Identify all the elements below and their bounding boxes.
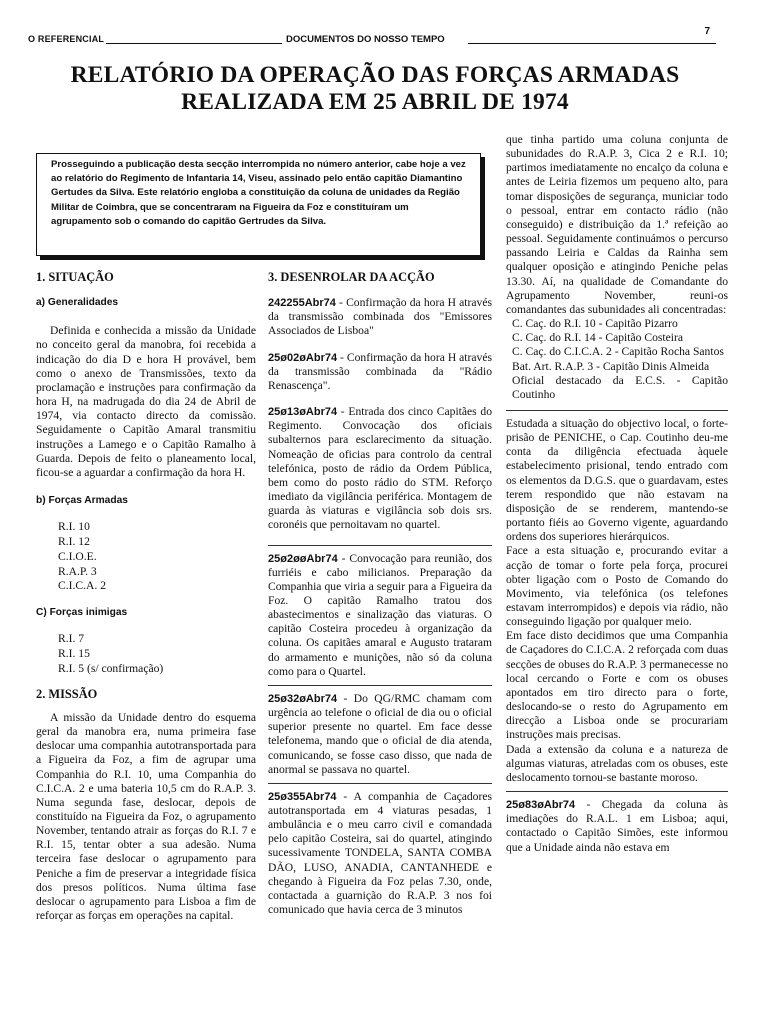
log-entry	[268, 692, 492, 777]
log-timestamp: 25ø355Abr74	[268, 790, 337, 803]
list-item: R.I. 7	[58, 632, 85, 646]
log-entry	[268, 552, 492, 679]
forcas-armadas-list	[36, 520, 256, 594]
log-timestamp: 25ø13øAbr74	[268, 406, 338, 419]
list-item: C.I.C.A. 2	[58, 579, 106, 593]
article-title	[40, 62, 710, 116]
column-2	[268, 270, 492, 917]
paragraph-generalidades: Definida e conhecida a missão da Unidade no conceito geral da manobra, foi recebida a indicação do dia D e hora H provável, bem como o anexo de Transmissões, texto da proclamação e instruções para confirmação da hora H, na madrugada do dia 24 de Abril de 1974, via contacto directo da comissão. Seguidamente o Capitão Amaral transmitiu instruções a Lamego e o Capitão Ramalho à Guarda. Depois de feito o planeamento local, ficou-se a aguardar a confirmação da hora H.	[36, 324, 256, 479]
forcas-inimigas-list	[36, 632, 256, 676]
title-line-1: RELATÓRIO DA OPERAÇÃO DAS FORÇAS ARMADAS	[70, 62, 680, 88]
paragraph-ligacao: Face a esta situação e, procurando evitar a acção de tomar o forte pela força, procurei obter ligação com o Posto de Comando do Movimento, via telefónica (os telefones estavam interrompidos) e depois via rádio, não conseguindo ligação por qualquer meio.	[506, 544, 728, 629]
subsection-title-forcas-inimigas: C) Forças inimigas	[36, 607, 128, 619]
log-text: - A companhia de Caçadores autotransportada em 4 viaturas pesadas, 1 ambulância e o meu carro civil e comandada pelo capitão Costeira, sai do quartel, atingindo sucessivamente TONDELA, SANTA COMBA DÃO, LUSO, ANADIA, CANTANHEDE e chegando à Figueira da Foz pelas 7.30, onde, contactada a guarnição do R.A.P. 3 nos foi comunicado que havia cerca de 3 minutos	[268, 789, 492, 917]
header-rule-left	[106, 43, 282, 44]
paragraph-peniche: Estudada a situação do objectivo local, o forte-prisão de PENICHE, o Cap. Coutinho deu-me conta da diligência efectuada àquele estabelecimento prisional, tendo entrado com os elementos da D.G.S. que o guardavam, estes terem respondido que não estavam na disposição de se renderem, mantendo-se portanto fiéis ao Governo vigente, aguardando ordens dos superiores hierárquicos.	[506, 416, 728, 544]
intro-box: Prosseguindo a publicação desta secção interrompida no número anterior, cabe hoje a vez ao relatório do Regimento de Infantaria 14, Viseu, assinado pelo então capitão Diamantino Gertudes da Silva. Este relatório engloba a constituição da coluna de unidades da Região Militar de Coimbra, que se concentraram na Figueira da Foz e constituíram um agrupamento sob o comando do capitão Gertrudes da Silva.	[36, 153, 481, 256]
section-title-missao: 2. MISSÃO	[36, 686, 98, 701]
publication-name: O REFERENCIAL	[28, 34, 105, 44]
section-title-situacao: 1. SITUAÇÃO	[36, 270, 114, 284]
commanders-list	[506, 317, 728, 402]
log-entry	[268, 296, 492, 338]
list-item: R.I. 15	[58, 647, 90, 661]
list-item: Bat. Art. R.A.P. 3 - Capitão Dinis Almeida	[512, 359, 710, 373]
title-line-2: REALIZADA EM 25 ABRIL DE 1974	[181, 89, 569, 115]
paragraph-deslocamento: Dada a extensão da coluna e a natureza de algumas viaturas, atreladas com os obuses, este deslocamento tornou-se bastante moroso.	[506, 742, 728, 784]
subsection-title-forcas-armadas: b) Forças Armadas	[36, 495, 128, 507]
log-entry	[268, 790, 492, 917]
list-item: R.I. 5 (s/ confirmação)	[58, 661, 164, 675]
list-item: Oficial destacado da E.C.S. - Capitão Coutinho	[512, 373, 728, 401]
log-timestamp: 25ø2øøAbr74	[268, 552, 338, 565]
paragraph-missao: A missão da Unidade dentro do esquema geral da manobra era, numa primeira fase deslocar uma companhia autotransportada para a Figueira da Foz, a fim de agrupar uma Companhia do R.I. 10, uma Companhia do C.I.C.A. 2 e uma bateria 10,5 cm do R.A.P. 3. Numa segunda fase, deslocar, depois de constituído na Figueira da Foz, o agrupamento November, tentando atrair as forças do R.I. 7 e R.I. 15, tentar obter a sua adesão. Numa terceira fase deslocar o agrupamento para Peniche a fim de preservar a integridade física dos presos políticos. Numa última fase deslocar o agrupamento para Lisboa a fim de reforçar as forças em operações na capital.	[36, 710, 256, 923]
log-text: - Entrada dos cinco Capitães do Regimento. Convocação dos oficiais subalternos para esclarecimento da situação. Nomeação de oficias para controlo da central telefónica, posto de rádio da Ordem Pública, bem como do posto rádio do STM. Reforço imediato da vigilância periférica. Montagem de guarda às viaturas e vigilância sob dois srs. coronéis que pernoitavam no quartel.	[268, 405, 492, 532]
log-text: - Do QG/RMC chamam com urgência ao telefone o oficial de dia ou o oficial superior presente no quartel. Em face desse telefonema, mando que o oficial de dia atenda, comunicando, se fosse caso disso, que nada de anormal se passava no quartel.	[268, 691, 492, 776]
section-title-desenrolar: 3. DESENROLAR DA ACÇÃO	[268, 270, 435, 284]
log-text: - Chegada da coluna às imediações do R.A.L. 1 em Lisboa; aqui, contactado o Capitão Simões, este informou que a Unidade ainda não estava em	[506, 798, 728, 854]
page-header	[28, 26, 718, 48]
log-text: - Confirmação da hora H através da transmissão combinada dos "Emissores Associados de Lisboa"	[268, 296, 492, 338]
column-3	[506, 133, 728, 855]
list-item: C. Caç. do R.I. 14 - Capitão Costeira	[512, 331, 683, 345]
section-name: DOCUMENTOS DO NOSSO TEMPO	[286, 34, 445, 45]
log-timestamp: 25ø02øAbr74	[268, 351, 338, 364]
log-entry	[506, 798, 728, 855]
header-rule-right	[468, 43, 716, 44]
subsection-title-generalidades: a) Generalidades	[36, 297, 119, 309]
list-item: C. Caç. do R.I. 10 - Capitão Pizarro	[512, 317, 678, 331]
log-text: - Confirmação da hora H através da transmissão combinada da "Rádio Renascença".	[268, 350, 492, 392]
list-item: C.I.O.E.	[58, 549, 97, 563]
page-number: 7	[704, 26, 710, 37]
list-item: C. Caç. do C.I.C.A. 2 - Capitão Rocha Santos	[512, 345, 724, 359]
paragraph-decisao: Em face disto decidimos que uma Companhia de Caçadores do C.I.C.A. 2 reforçada com duas secções de obuses do R.A.P. 3 permanecesse no local cercando o Forte e com os obuses apontados em tiro directo para o forte, deslocando-se o resto do Agrupamento em direcção a Lisboa onde se procurariam instruções mais precisas.	[506, 629, 728, 742]
paragraph-coluna-conjunta: que tinha partido uma coluna conjunta de subunidades do R.A.P. 3, Cica 2 e R.I. 10; partimos imediatamente no encalço da coluna e antes de Leiria fizemos um pequeno alto, para tomar disposições de segurança, municiar todo o pessoal, entrar em contacto rádio (não conseguido) e distribuição da 1.ª refeição ao pessoal. Seguidamente continuámos o percurso passando Leiria e Caldas da Rainha sem qualquer oposição e atingindo Peniche pelas 13.30. Aí, na qualidade de Comandante do Agrupamento November, reuni-os comandantes das subunidades ali concentradas:	[506, 133, 728, 316]
list-item: R.I. 12	[58, 534, 90, 548]
list-item: R.I. 10	[58, 520, 90, 534]
log-timestamp: 25ø83øAbr74	[506, 799, 576, 812]
log-text: - Convocação para reunião, dos furriéis e cabo milicianos. Preparação da Companhia que viria a seguir para a Figueira da Foz. O capitão Ramalho tratou dos abastecimentos e sinalização das viaturas. O capitão Costeira procedeu à organização da coluna. Os capitães amaral e Augusto trataram do armamento e munições, não só da coluna como para o Quartel.	[268, 551, 492, 678]
log-entry	[268, 351, 492, 393]
log-timestamp: 242255Abr74	[268, 297, 336, 310]
log-timestamp: 25ø32øAbr74	[268, 692, 338, 705]
column-1	[36, 270, 256, 923]
list-item: R.A.P. 3	[58, 564, 97, 578]
log-entry	[268, 405, 492, 532]
